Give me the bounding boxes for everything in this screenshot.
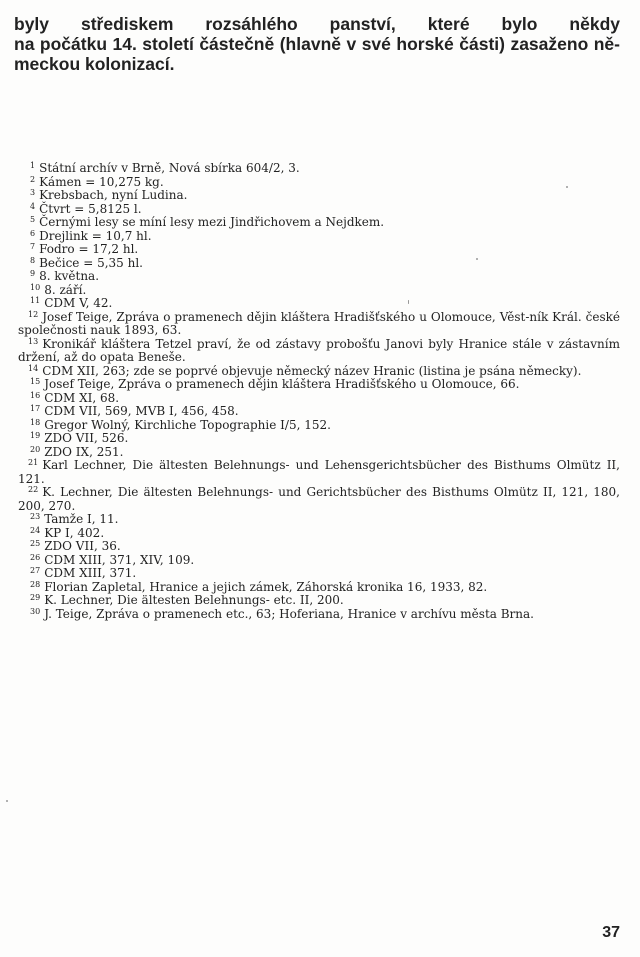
footnote-text: Josef Teige, Zpráva o pramenech dějin kláštera Hradišťského u Olomouce, Věst-ník Král. české společnosti nauk 1893, 63.	[18, 309, 620, 337]
footnote-3	[18, 189, 620, 203]
footnote-number: 30	[30, 606, 41, 616]
footnote-number: 29	[30, 593, 41, 602]
footnote-number: 24	[30, 525, 41, 535]
footnote-text: Josef Teige, Zpráva o pramenech dějin kláštera Hradišťského u Olomouce, 66.	[44, 377, 520, 391]
footnote-1	[18, 162, 620, 176]
footnote-number: 21	[28, 458, 39, 467]
footnote-text: Bečice = 5,35 hl.	[39, 255, 143, 270]
footnote-number: 8	[30, 255, 36, 265]
footnote-number: 27	[30, 566, 41, 575]
footnote-13	[18, 338, 620, 365]
footnote-text: Krebsbach, nyní Ludina.	[39, 188, 188, 202]
footnote-number: 19	[30, 431, 41, 440]
footnote-14	[18, 365, 620, 379]
body-paragraph	[14, 14, 620, 74]
footnote-text: CDM VII, 569, MVB I, 456, 458.	[44, 404, 239, 418]
footnote-text: 8. září.	[44, 282, 87, 297]
footnote-text: Kronikář kláštera Tetzel praví, že od zástavy probošťu Janovi byly Hranice stále v zástavním držení, až do opata Beneše.	[18, 336, 620, 364]
footnote-25	[18, 540, 620, 554]
footnote-number: 25	[30, 539, 41, 548]
footnote-20	[18, 446, 620, 460]
footnote-5	[18, 216, 620, 230]
body-line-3: meckou kolonizací.	[14, 54, 175, 74]
footnote-15	[18, 378, 620, 392]
footnote-21	[18, 459, 620, 486]
scan-speck	[476, 258, 478, 260]
footnote-number: 5	[30, 215, 36, 224]
footnote-number: 20	[30, 444, 41, 454]
body-line-1: byly střediskem rozsáhlého panství, které bylo někdy	[14, 14, 620, 34]
footnote-7	[18, 243, 620, 257]
footnote-text: CDM XIII, 371.	[44, 566, 137, 580]
footnote-number: 1	[30, 161, 36, 170]
page-number: 37	[602, 924, 620, 941]
footnote-text: Drejlink = 10,7 hl.	[39, 228, 152, 243]
footnote-text: CDM XII, 263; zde se poprvé objevuje německý název Hranic (listina je psána německy).	[42, 363, 582, 378]
footnote-12	[18, 311, 620, 338]
footnote-text: K. Lechner, Die ältesten Belehnungs- etc. II, 200.	[44, 593, 344, 607]
footnote-text: Černými lesy se míní lesy mezi Jindřichovem a Nejdkem.	[39, 215, 385, 229]
footnote-text: K. Lechner, Die ältesten Belehnungs- und Gerichtsbücher des Bisthums Olmütz II, 121, 180, 200, 270.	[18, 485, 620, 513]
footnote-27	[18, 567, 620, 581]
footnote-number: 23	[30, 512, 41, 521]
scan-speck	[6, 800, 8, 802]
footnote-23	[18, 513, 620, 527]
footnote-number: 9	[30, 269, 36, 278]
footnote-number: 28	[30, 579, 41, 589]
footnote-22	[18, 486, 620, 513]
footnote-text: ZDO VII, 36.	[44, 539, 121, 553]
footnote-30	[18, 608, 620, 622]
footnote-6	[18, 230, 620, 244]
footnote-text: Gregor Wolný, Kirchliche Topographie I/5, 152.	[44, 417, 331, 432]
footnote-text: J. Teige, Zpráva o pramenech etc., 63; Hoferiana, Hranice v archívu města Brna.	[44, 606, 534, 621]
footnote-text: KP I, 402.	[44, 525, 105, 540]
footnote-text: Státní archív v Brně, Nová sbírka 604/2, 3.	[39, 161, 300, 175]
footnote-text: ZDO VII, 526.	[44, 431, 129, 445]
footnote-number: 7	[30, 242, 36, 251]
footnote-text: ZDO IX, 251.	[44, 444, 124, 459]
footnote-number: 15	[30, 377, 41, 386]
footnote-number: 6	[30, 228, 36, 238]
footnote-number: 11	[30, 296, 41, 305]
footnote-19	[18, 432, 620, 446]
footnote-text: Karl Lechner, Die ältesten Belehnungs- und Lehensgerichtsbücher des Bisthums Olmütz II, 121.	[18, 458, 620, 486]
footnote-number: 17	[30, 404, 41, 413]
footnote-29	[18, 594, 620, 608]
footnote-number: 26	[30, 552, 41, 562]
footnote-16	[18, 392, 620, 406]
footnote-9	[18, 270, 620, 284]
footnote-number: 2	[30, 174, 36, 184]
footnotes-list	[18, 162, 620, 621]
body-line-2: na počátku 14. století částečně (hlavně v své horské části) zasaženo ně-	[14, 34, 620, 54]
footnote-18	[18, 419, 620, 433]
footnote-text: 8. května.	[39, 269, 100, 283]
footnote-text: Tamže I, 11.	[44, 512, 119, 526]
footnote-8	[18, 257, 620, 271]
footnote-text: Fodro = 17,2 hl.	[39, 242, 139, 256]
footnote-text: CDM V, 42.	[44, 296, 113, 310]
footnote-28	[18, 581, 620, 595]
footnote-text: Čtvrt = 5,8125 l.	[39, 201, 142, 216]
footnote-number: 14	[28, 363, 39, 373]
footnote-number: 12	[28, 309, 39, 319]
scan-speck	[566, 186, 568, 188]
footnote-2	[18, 176, 620, 190]
footnote-number: 16	[30, 390, 41, 400]
footnote-text: Kámen = 10,275 kg.	[39, 174, 164, 189]
footnote-17	[18, 405, 620, 419]
footnote-26	[18, 554, 620, 568]
scan-speck	[408, 300, 409, 304]
footnote-4	[18, 203, 620, 217]
footnote-11	[18, 297, 620, 311]
footnote-number: 10	[30, 282, 41, 292]
footnote-text: CDM XI, 68.	[44, 390, 120, 405]
footnote-number: 13	[28, 336, 39, 346]
footnote-number: 3	[30, 188, 36, 197]
footnote-number: 4	[30, 201, 36, 211]
footnote-text: CDM XIII, 371, XIV, 109.	[44, 552, 195, 567]
footnote-10	[18, 284, 620, 298]
footnote-number: 22	[28, 485, 39, 494]
footnote-text: Florian Zapletal, Hranice a jejich zámek, Záhorská kronika 16, 1933, 82.	[44, 579, 488, 594]
footnote-number: 18	[30, 417, 41, 427]
footnote-24	[18, 527, 620, 541]
